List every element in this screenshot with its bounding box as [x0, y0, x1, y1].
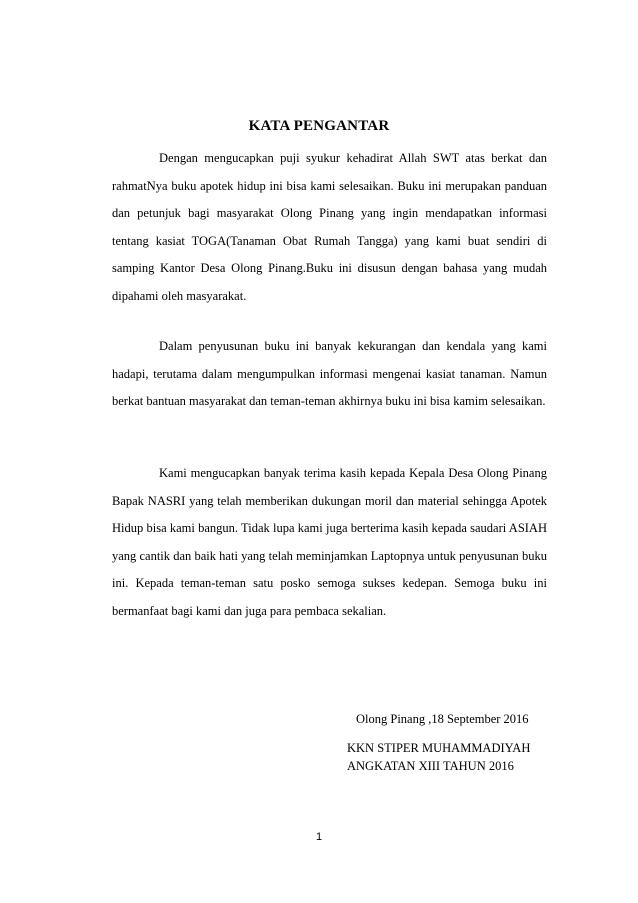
page-title: KATA PENGANTAR: [248, 118, 390, 134]
paragraph-1-text: Dengan mengucapkan puji syukur kehadirat Allah SWT atas berkat dan rahmatNya buku apotek hidup ini bisa kami selesaikan. Buku ini merupakan panduan dan petunjuk bagi masyarakat Olong Pinang yang ingin mendapatkan informasi tentang kasiat TOGA(Tanaman Obat Rumah Tangga) yang kami buat sendiri di samping Kantor Desa Olong Pinang.Buku ini disusun dengan bahasa yang mudah dipahami oleh masyarakat.: [112, 151, 547, 303]
paragraph-2: [112, 333, 547, 416]
signoff-cohort: ANGKATAN XIII TAHUN 2016: [347, 759, 514, 773]
paragraph-3: [112, 460, 547, 625]
page-number: 1: [315, 831, 323, 843]
paragraph-3-text: Kami mengucapkan banyak terima kasih kepada Kepala Desa Olong Pinang Bapak NASRI yang telah memberikan dukungan moril dan material sehingga Apotek Hidup bisa kami bangun. Tidak lupa kami juga berterima kasih kepada saudari ASIAH yang cantik dan baik hati yang telah meminjamkan Laptopnya untuk penyusunan buku ini. Kepada teman-teman satu posko semoga sukses kedepan. Semoga buku ini bermanfaat bagi kami dan juga para pembaca sekalian.: [112, 466, 547, 618]
signoff-organization: KKN STIPER MUHAMMADIYAH: [347, 741, 531, 755]
paragraph-1: [112, 145, 547, 310]
paragraph-2-text: Dalam penyusunan buku ini banyak kekurangan dan kendala yang kami hadapi, terutama dalam mengumpulkan informasi mengenai kasiat tanaman. Namun berkat bantuan masyarakat dan teman-teman akhirnya buku ini bisa kamim selesaikan.: [112, 339, 547, 408]
signoff-place-date: Olong Pinang ,18 September 2016: [356, 712, 529, 726]
